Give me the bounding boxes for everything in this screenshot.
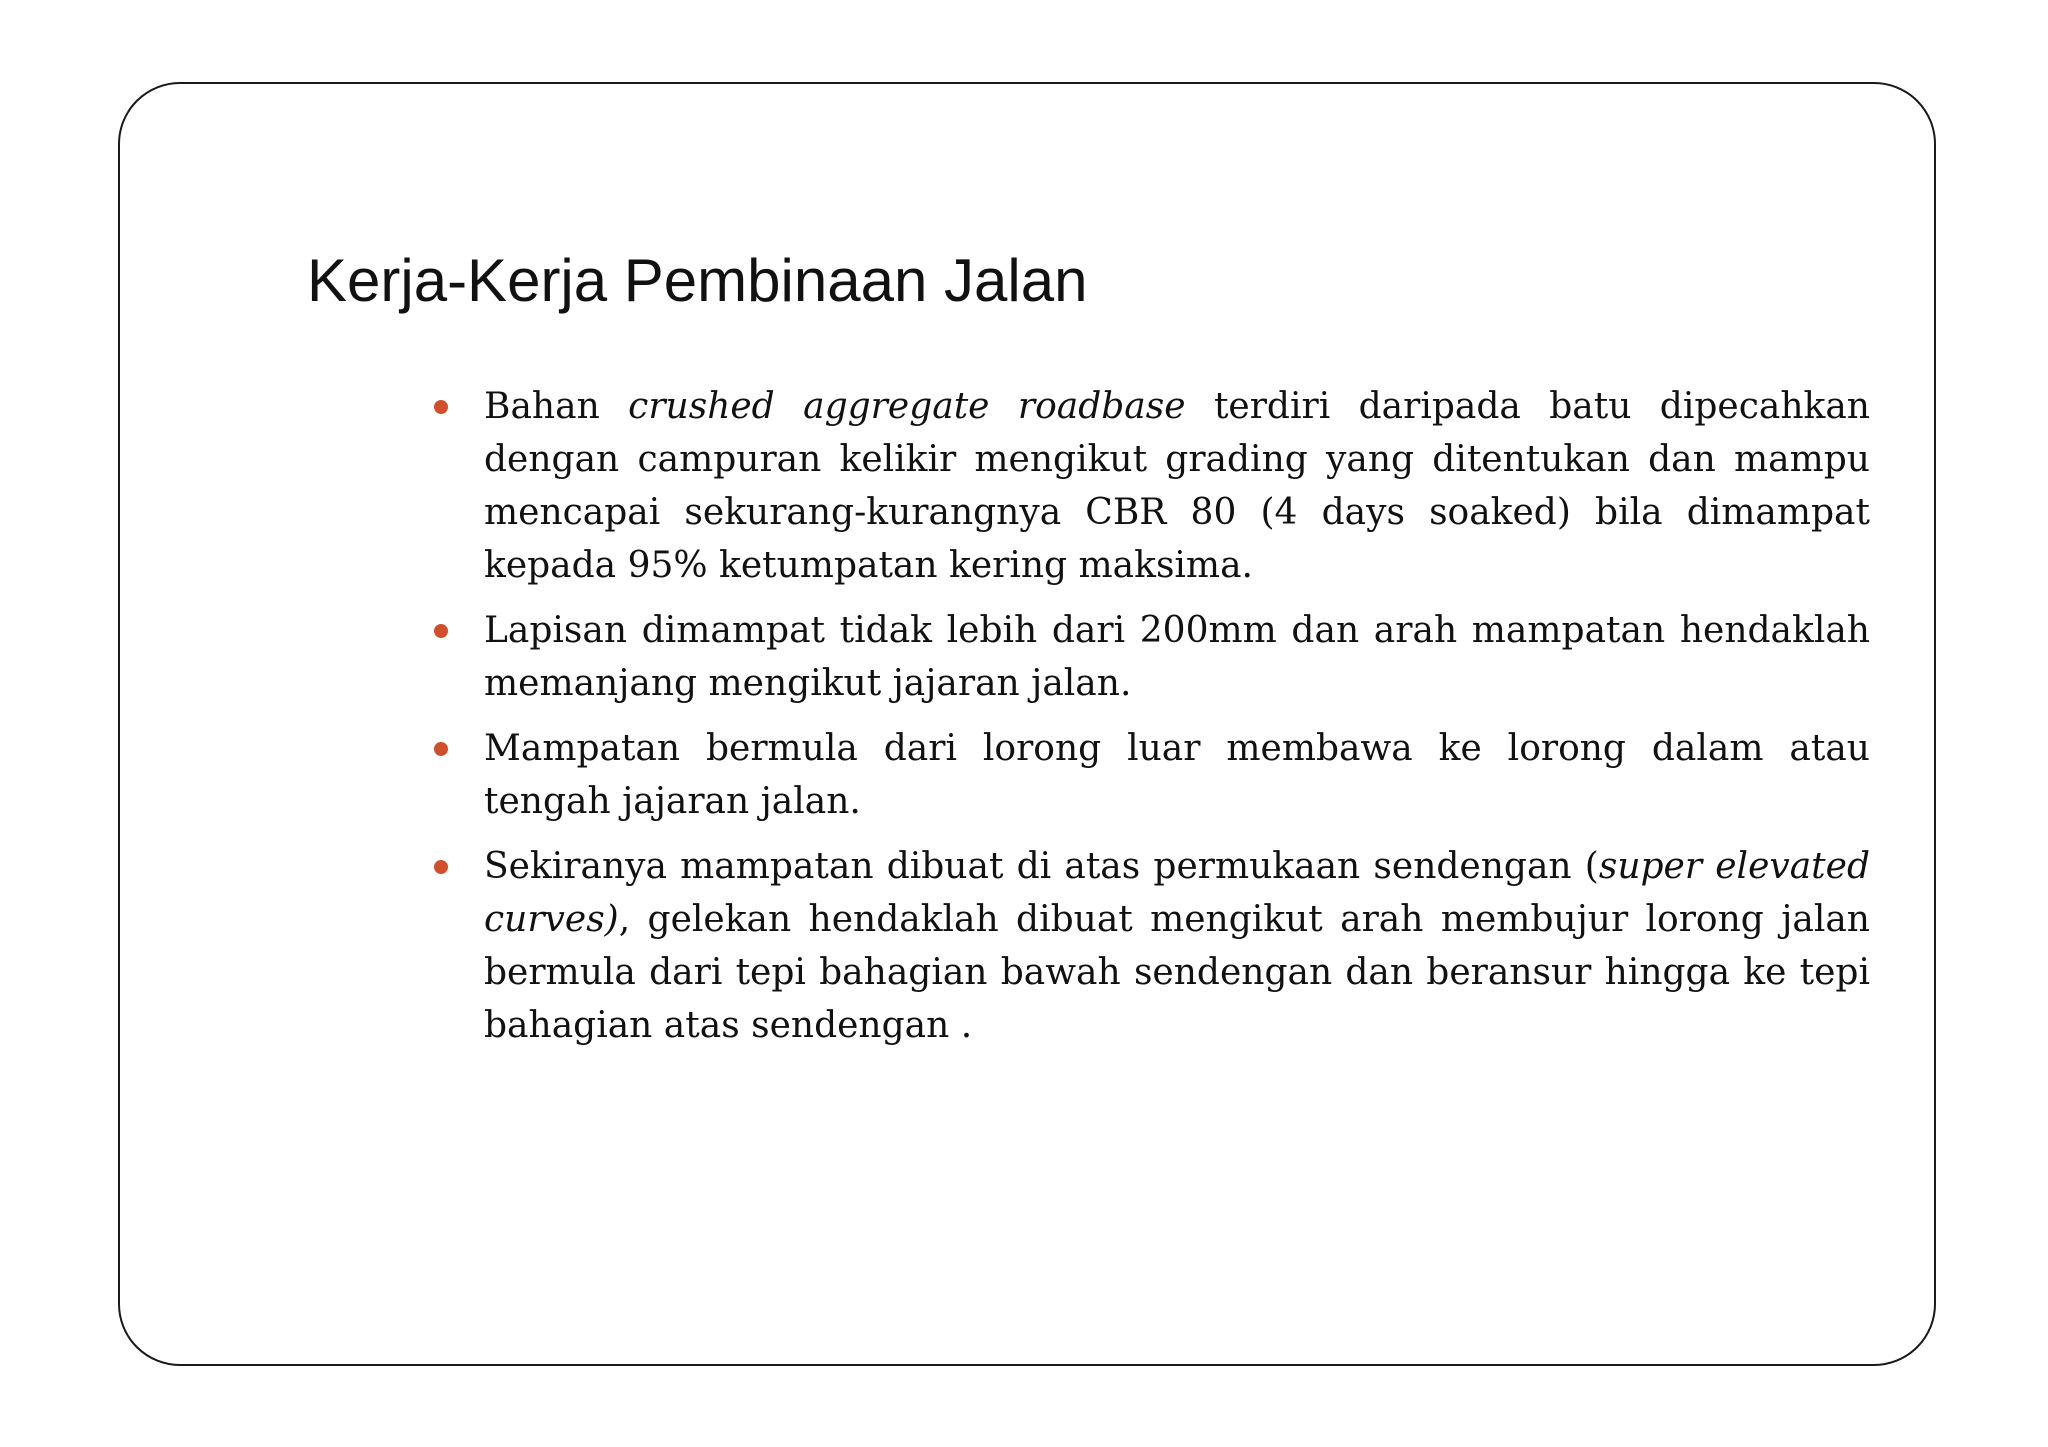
bullet-text: Bahan	[484, 386, 629, 427]
bullet-list	[430, 380, 1870, 1064]
bullet-item-crushed-aggregate	[430, 380, 1870, 592]
bullet-text-italic: super elevated curves)	[484, 846, 1870, 940]
slide-title: Kerja-Kerja Pembinaan Jalan	[307, 247, 1088, 314]
bullet-text: Sekiranya mampatan dibuat di atas permukaan sendengan (	[484, 846, 1599, 887]
bullet-dot-icon	[434, 624, 448, 638]
bullet-dot-icon	[434, 400, 448, 414]
bullet-text: , gelekan hendaklah dibuat mengikut arah membujur lorong jalan bermula dari tepi bahagian bawah sendengan dan beransur hingga ke tepi bahagian atas sendengan .	[484, 899, 1870, 1046]
bullet-item-lapisan	[430, 604, 1870, 710]
bullet-item-mampatan	[430, 722, 1870, 828]
bullet-text-italic: crushed aggregate roadbase	[628, 386, 1186, 427]
bullet-dot-icon	[434, 860, 448, 874]
bullet-item-sendengan	[430, 840, 1870, 1052]
bullet-text: terdiri daripada batu dipecahkan dengan campuran kelikir mengikut grading yang ditentukan dan mampu mencapai sekurang-kurangnya CBR 80 (4 days soaked) bila dimampat kepada 95% ketumpatan kering maksima.	[484, 386, 1870, 586]
bullet-text: Lapisan dimampat tidak lebih dari 200mm dan arah mampatan hendaklah memanjang mengikut jajaran jalan.	[484, 610, 1870, 704]
bullet-text: Mampatan bermula dari lorong luar membawa ke lorong dalam atau tengah jajaran jalan.	[484, 728, 1870, 822]
bullet-dot-icon	[434, 742, 448, 756]
